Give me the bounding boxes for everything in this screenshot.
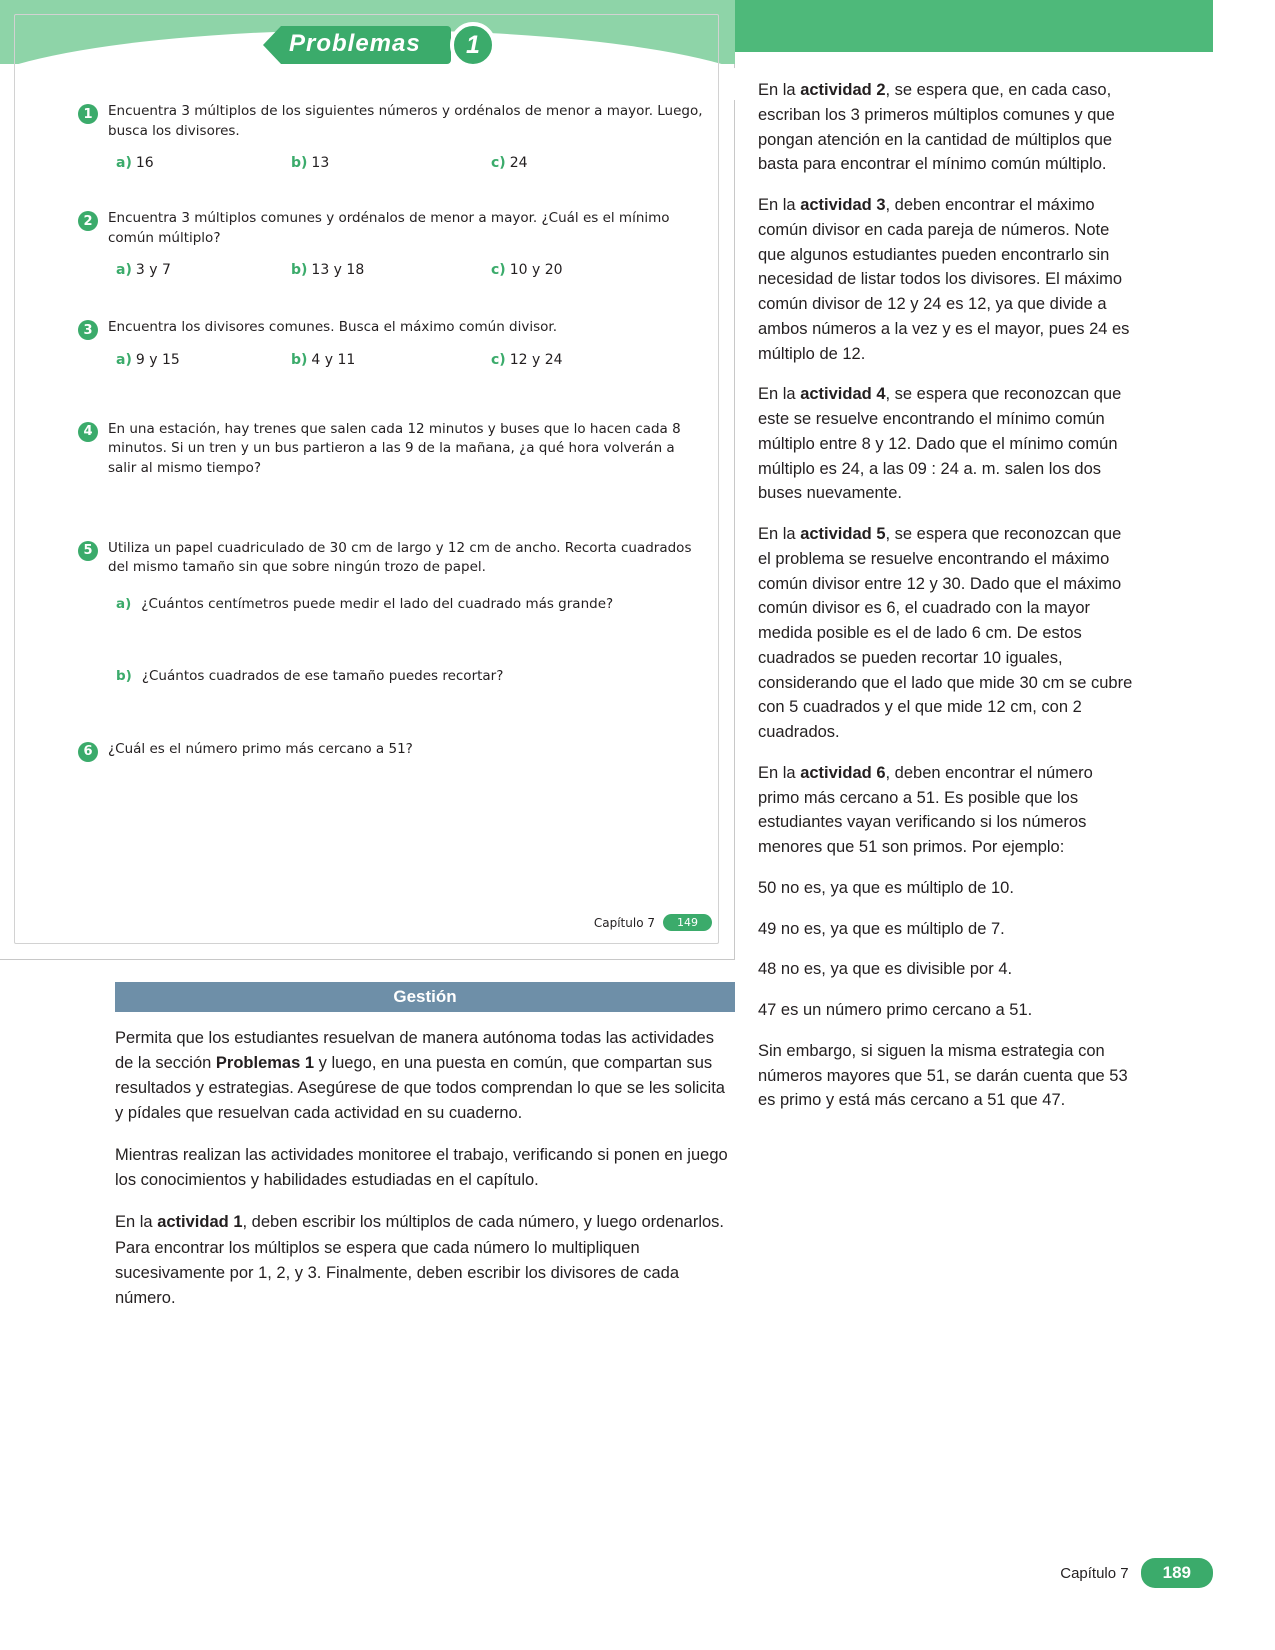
problem-number-3: 3 bbox=[78, 320, 98, 340]
teacher-note-paragraph bbox=[758, 78, 1133, 177]
problemas-banner bbox=[263, 26, 480, 64]
student-book-page bbox=[0, 0, 735, 960]
footer-page-number: 189 bbox=[1141, 1558, 1213, 1588]
option-1b-value: 13 bbox=[311, 155, 330, 172]
problem-number-6: 6 bbox=[78, 742, 98, 762]
teacher-note-paragraph bbox=[758, 522, 1133, 745]
option-1b-label: b) bbox=[291, 155, 308, 172]
option-1b bbox=[291, 155, 491, 171]
teacher-note-text: 47 es un número primo cercano a 51. bbox=[758, 1001, 1033, 1019]
gestion-emphasis: actividad 1 bbox=[157, 1213, 243, 1232]
gestion-text: Mientras realizan las actividades monitoree el trabajo, verificando si ponen en juego los conocimientos y habilidades estudiadas en el capítulo. bbox=[115, 1146, 728, 1190]
teacher-notes-column bbox=[758, 78, 1133, 1129]
student-page-footer bbox=[594, 914, 712, 931]
problem-text-3: Encuentra los divisores comunes. Busca el máximo común divisor. bbox=[108, 319, 558, 336]
teacher-note-emphasis: actividad 6 bbox=[800, 763, 886, 782]
problem-item-1 bbox=[78, 102, 703, 171]
teacher-note-text: , deben encontrar el número primo más cercano a 51. Es posible que los estudiantes vayan verificando si los números menores que 51 son primos. Por ejemplo: bbox=[758, 763, 1093, 856]
problem-text-2: Encuentra 3 múltiplos comunes y ordénalos de menor a mayor. ¿Cuál es el mínimo común múltiplo? bbox=[108, 210, 670, 246]
footer-chapter-label: Capítulo 7 bbox=[1060, 1564, 1129, 1582]
option-3a-label: a) bbox=[116, 351, 132, 368]
teacher-note-text: En la bbox=[758, 385, 801, 404]
gestion-paragraph bbox=[115, 1026, 728, 1126]
teacher-note-text: 49 no es, ya que es múltiplo de 7. bbox=[758, 919, 1005, 938]
problem-item-4 bbox=[78, 420, 703, 479]
option-2c bbox=[491, 262, 691, 278]
gestion-paragraph bbox=[115, 1210, 728, 1310]
problem-number-5: 5 bbox=[78, 541, 98, 561]
option-1a bbox=[108, 155, 291, 171]
gestion-text: Permita que los estudiantes resuelvan de manera autónoma todas las actividades de la sección bbox=[115, 1029, 714, 1073]
option-2b-value: 13 y 18 bbox=[311, 262, 365, 279]
teacher-note-paragraph bbox=[758, 917, 1133, 942]
teacher-note-text: Sin embargo, si siguen la misma estrategia con números mayores que 51, se darán cuenta que 53 es primo y está más cercano a 51 que 47. bbox=[758, 1041, 1128, 1110]
teacher-note-text: En la bbox=[758, 525, 801, 543]
teacher-note-text: 50 no es, ya que es múltiplo de 10. bbox=[758, 878, 1014, 897]
teacher-note-emphasis: actividad 5 bbox=[800, 525, 886, 543]
suboption-5b-value: ¿Cuántos cuadrados de ese tamaño puedes recortar? bbox=[141, 667, 504, 684]
option-3c-label: c) bbox=[491, 351, 506, 368]
problem-text-1: Encuentra 3 múltiplos de los siguientes números y ordénalos de menor a mayor. Luego, busca los divisores. bbox=[108, 103, 703, 139]
suboption-5b-label: b) bbox=[116, 667, 132, 684]
teacher-note-text: , se espera que, en cada caso, escriban los 3 primeros múltiplos comunes y que pongan atención en la cantidad de múltiplos que basta para encontrar el mínimo común múltiplo. bbox=[758, 81, 1115, 174]
option-2a-label: a) bbox=[116, 262, 132, 279]
teacher-note-text: 48 no es, ya que es divisible por 4. bbox=[758, 960, 1013, 979]
teacher-note-paragraph bbox=[758, 382, 1133, 506]
problem-options-1 bbox=[108, 155, 703, 171]
gestion-section-header: Gestión bbox=[115, 982, 735, 1012]
teacher-note-text: , se espera que reconozcan que el problema se resuelve encontrando el máximo común divisor entre 12 y 30. Dado que el máximo común divisor es 6, el cuadrado con la mayor medida posible es el de lado 6 cm. De estos cuadrados se pueden recortar 10 iguales, considerando que el lado que mide 30 cm se cubre con 5 cuadrados y el que mide 12 cm, con 2 cuadrados. bbox=[758, 525, 1133, 741]
problem-item-3 bbox=[78, 318, 703, 368]
suboption-5b bbox=[108, 668, 703, 684]
option-1c bbox=[491, 155, 691, 171]
problem-item-5 bbox=[78, 539, 703, 684]
page-footer bbox=[1060, 1558, 1213, 1588]
gestion-section-body bbox=[115, 1026, 728, 1328]
teacher-note-paragraph bbox=[758, 193, 1133, 366]
teacher-note-text: , deben encontrar el máximo común divisor en cada pareja de números. Note que algunos estudiantes pueden encontrarlo sin necesidad de listar todos los divisores. El máximo común divisor de 12 y 24 es 12, ya que divide a ambos números a la vez y es el mayor, pues 24 es múltiplo de 12. bbox=[758, 196, 1130, 363]
option-2c-value: 10 y 20 bbox=[509, 262, 563, 279]
student-footer-page-number: 149 bbox=[663, 914, 712, 931]
gestion-text: , deben escribir los múltiplos de cada número, y luego ordenarlos. Para encontrar los múltiplos se espera que cada número lo multipliquen sucesivamente por 1, 2, y 3. Finalmente, deben escribir los divisores de cada número. bbox=[115, 1213, 725, 1307]
option-1a-value: 16 bbox=[135, 155, 154, 172]
problem-text-5: Utiliza un papel cuadriculado de 30 cm de largo y 12 cm de ancho. Recorta cuadrados del mismo tamaño sin que sobre ningún trozo de papel. bbox=[108, 539, 692, 576]
problem-item-6 bbox=[78, 740, 703, 760]
teacher-note-text: En la bbox=[758, 81, 801, 99]
option-1a-label: a) bbox=[116, 155, 132, 172]
option-2a-value: 3 y 7 bbox=[135, 262, 171, 279]
option-2c-label: c) bbox=[491, 262, 506, 279]
suboption-5a-value: ¿Cuántos centímetros puede medir el lado del cuadrado más grande? bbox=[141, 595, 614, 612]
teacher-note-paragraph bbox=[758, 957, 1133, 982]
option-1c-label: c) bbox=[491, 155, 506, 172]
problem-number-2: 2 bbox=[78, 211, 98, 231]
teacher-note-text: En la bbox=[758, 763, 801, 782]
teacher-note-paragraph bbox=[758, 761, 1133, 860]
gestion-text: En la bbox=[115, 1213, 158, 1232]
problem-options-3 bbox=[108, 352, 703, 368]
student-footer-chapter: Capítulo 7 bbox=[593, 915, 655, 930]
problem-options-2 bbox=[108, 262, 703, 278]
banner-number-badge: 1 bbox=[450, 22, 496, 68]
teacher-note-text: , se espera que reconozcan que este se resuelve encontrando el mínimo común múltiplo entre 8 y 12. Dado que el mínimo común múltiplo es 24, a las 09 : 24 a. m. salen los dos buses nuevamente. bbox=[758, 385, 1122, 503]
problems-list bbox=[78, 102, 703, 765]
option-2b bbox=[291, 262, 491, 278]
teacher-note-paragraph bbox=[758, 998, 1133, 1023]
option-3a-value: 9 y 15 bbox=[135, 351, 180, 368]
teacher-note-emphasis: actividad 3 bbox=[800, 196, 886, 214]
option-3b-value: 4 y 11 bbox=[311, 351, 356, 368]
teacher-note-emphasis: actividad 4 bbox=[800, 385, 886, 404]
gestion-emphasis: Problemas 1 bbox=[215, 1054, 315, 1073]
suboption-5a-label: a) bbox=[116, 595, 132, 612]
problem-item-2 bbox=[78, 209, 703, 278]
teacher-note-text: En la bbox=[758, 196, 801, 214]
banner-title: Problemas bbox=[281, 26, 451, 64]
problem-number-4: 4 bbox=[78, 422, 98, 442]
option-2a bbox=[108, 262, 291, 278]
option-3c-value: 12 y 24 bbox=[509, 351, 563, 368]
banner-arrow-icon bbox=[263, 26, 281, 64]
option-1c-value: 24 bbox=[509, 155, 528, 172]
option-3b bbox=[291, 352, 491, 368]
gestion-paragraph bbox=[115, 1143, 728, 1193]
teacher-note-paragraph bbox=[758, 876, 1133, 901]
option-2b-label: b) bbox=[291, 262, 308, 279]
suboption-5a bbox=[108, 596, 703, 612]
teacher-note-paragraph bbox=[758, 1039, 1133, 1113]
problem-5-suboptions bbox=[108, 596, 703, 684]
option-3c bbox=[491, 352, 691, 368]
option-3b-label: b) bbox=[291, 351, 308, 368]
teacher-note-emphasis: actividad 2 bbox=[800, 81, 886, 99]
gestion-text: y luego, en una puesta en común, que compartan sus resultados y estrategias. Asegúrese de que todos comprendan lo que se les solicita y pídales que resuelvan cada actividad en su cuaderno. bbox=[115, 1054, 725, 1123]
problem-number-1: 1 bbox=[78, 104, 98, 124]
problem-text-6: ¿Cuál es el número primo más cercano a 51? bbox=[108, 740, 413, 757]
option-3a bbox=[108, 352, 291, 368]
problem-text-4: En una estación, hay trenes que salen cada 12 minutos y buses que lo hacen cada 8 minutos. Si un tren y un bus partieron a las 9 de la mañana, ¿a qué hora volverán a salir al mismo tiempo? bbox=[108, 420, 681, 476]
